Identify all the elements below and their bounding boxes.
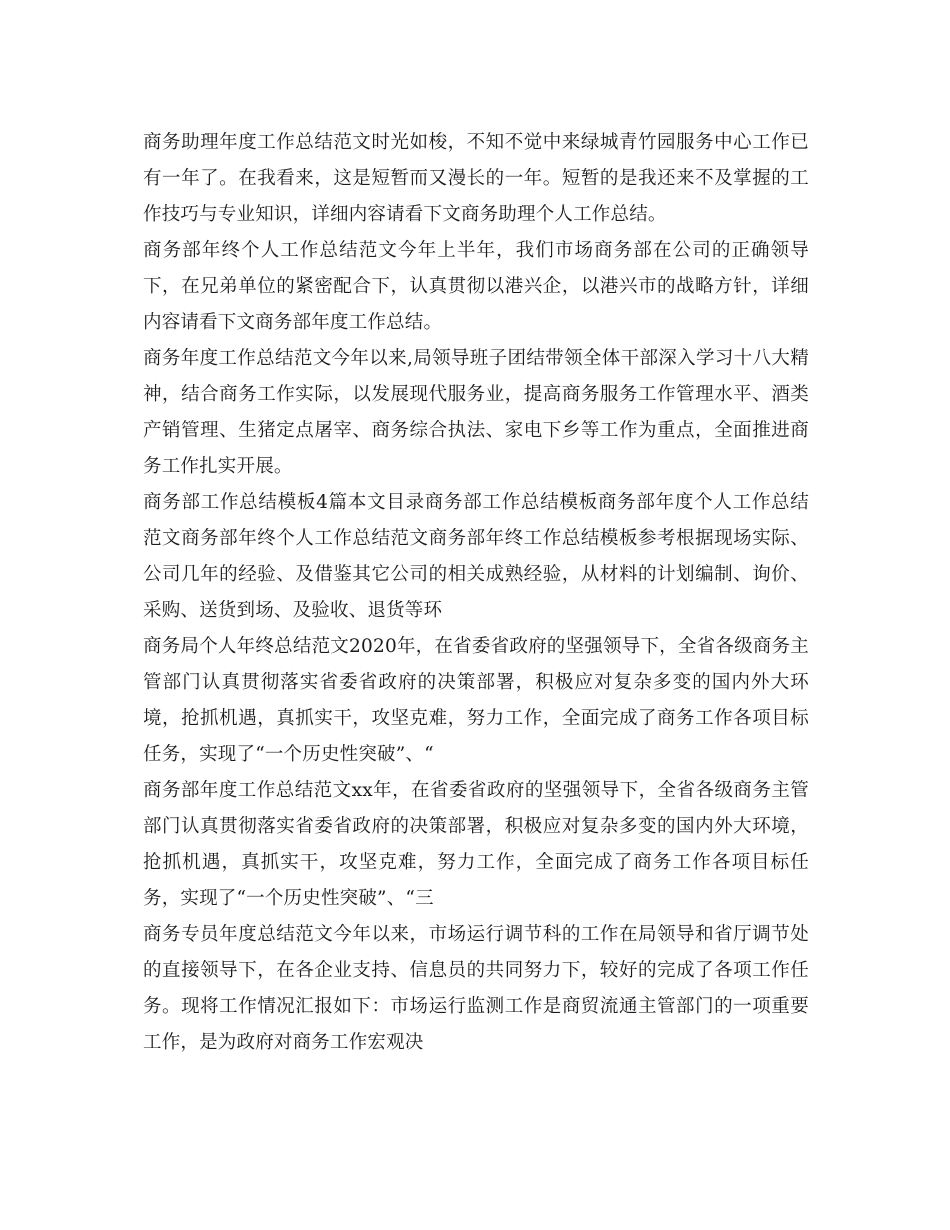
paragraph-department-summary: 商务部年度工作总结范文xx年，在省委省政府的坚强领导下，全省各级商务主管部门认真贯彻落实省委省政府的决策部署，积极应对复杂多变的国内外大环境，抢抓机遇，真抓实干，攻坚克难，努力工作，全面完成了商务工作各项目标任务，实现了“一个历史性突破”、“三 xyxy=(143,780,809,909)
paragraph-annual-summary: 商务年度工作总结范文今年以来,局领导班子团结带领全体干部深入学习十八大精神，结合商务工作实际，以发展现代服务业，提高商务服务工作管理水平、酒类产销管理、生猪定点屠宰、商务综合执法、家电下乡等工作为重点，全面推进商务工作扎实开展。 xyxy=(143,348,809,477)
paragraph-year-end-summary: 商务部年终个人工作总结范文今年上半年，我们市场商务部在公司的正确领导下，在兄弟单位的紧密配合下，认真贯彻以港兴企，以港兴市的战略方针，详细内容请看下文商务部年度工作总结。 xyxy=(143,240,809,333)
document-body xyxy=(143,125,809,1061)
paragraph-assistant-summary: 商务助理年度工作总结范文时光如梭，不知不觉中来绿城青竹园服务中心工作已有一年了。在我看来，这是短暂而又漫长的一年。短暂的是我还来不及掌握的工作技巧与专业知识，详细内容请看下文商务助理个人工作总结。 xyxy=(143,132,809,225)
paragraph-bureau-summary: 商务局个人年终总结范文2020年，在省委省政府的坚强领导下，全省各级商务主管部门认真贯彻落实省委省政府的决策部署，积极应对复杂多变的国内外大环境，抢抓机遇，真抓实干，攻坚克难，努力工作，全面完成了商务工作各项目标任务，实现了“一个历史性突破”、“ xyxy=(143,636,809,765)
paragraph-template-summary: 商务部工作总结模板4篇本文目录商务部工作总结模板商务部年度个人工作总结范文商务部年终个人工作总结范文商务部年终工作总结模板参考根据现场实际、公司几年的经验、及借鉴其它公司的相关成熟经验，从材料的计划编制、询价、采购、送货到场、及验收、退货等环 xyxy=(143,492,809,621)
paragraph-specialist-summary: 商务专员年度总结范文今年以来，市场运行调节科的工作在局领导和省厅调节处的直接领导下，在各企业支持、信息员的共同努力下，较好的完成了各项工作任务。现将工作情况汇报如下：市场运行监测工作是商贸流通主管部门的一项重要工作，是为政府对商务工作宏观决 xyxy=(143,924,809,1053)
